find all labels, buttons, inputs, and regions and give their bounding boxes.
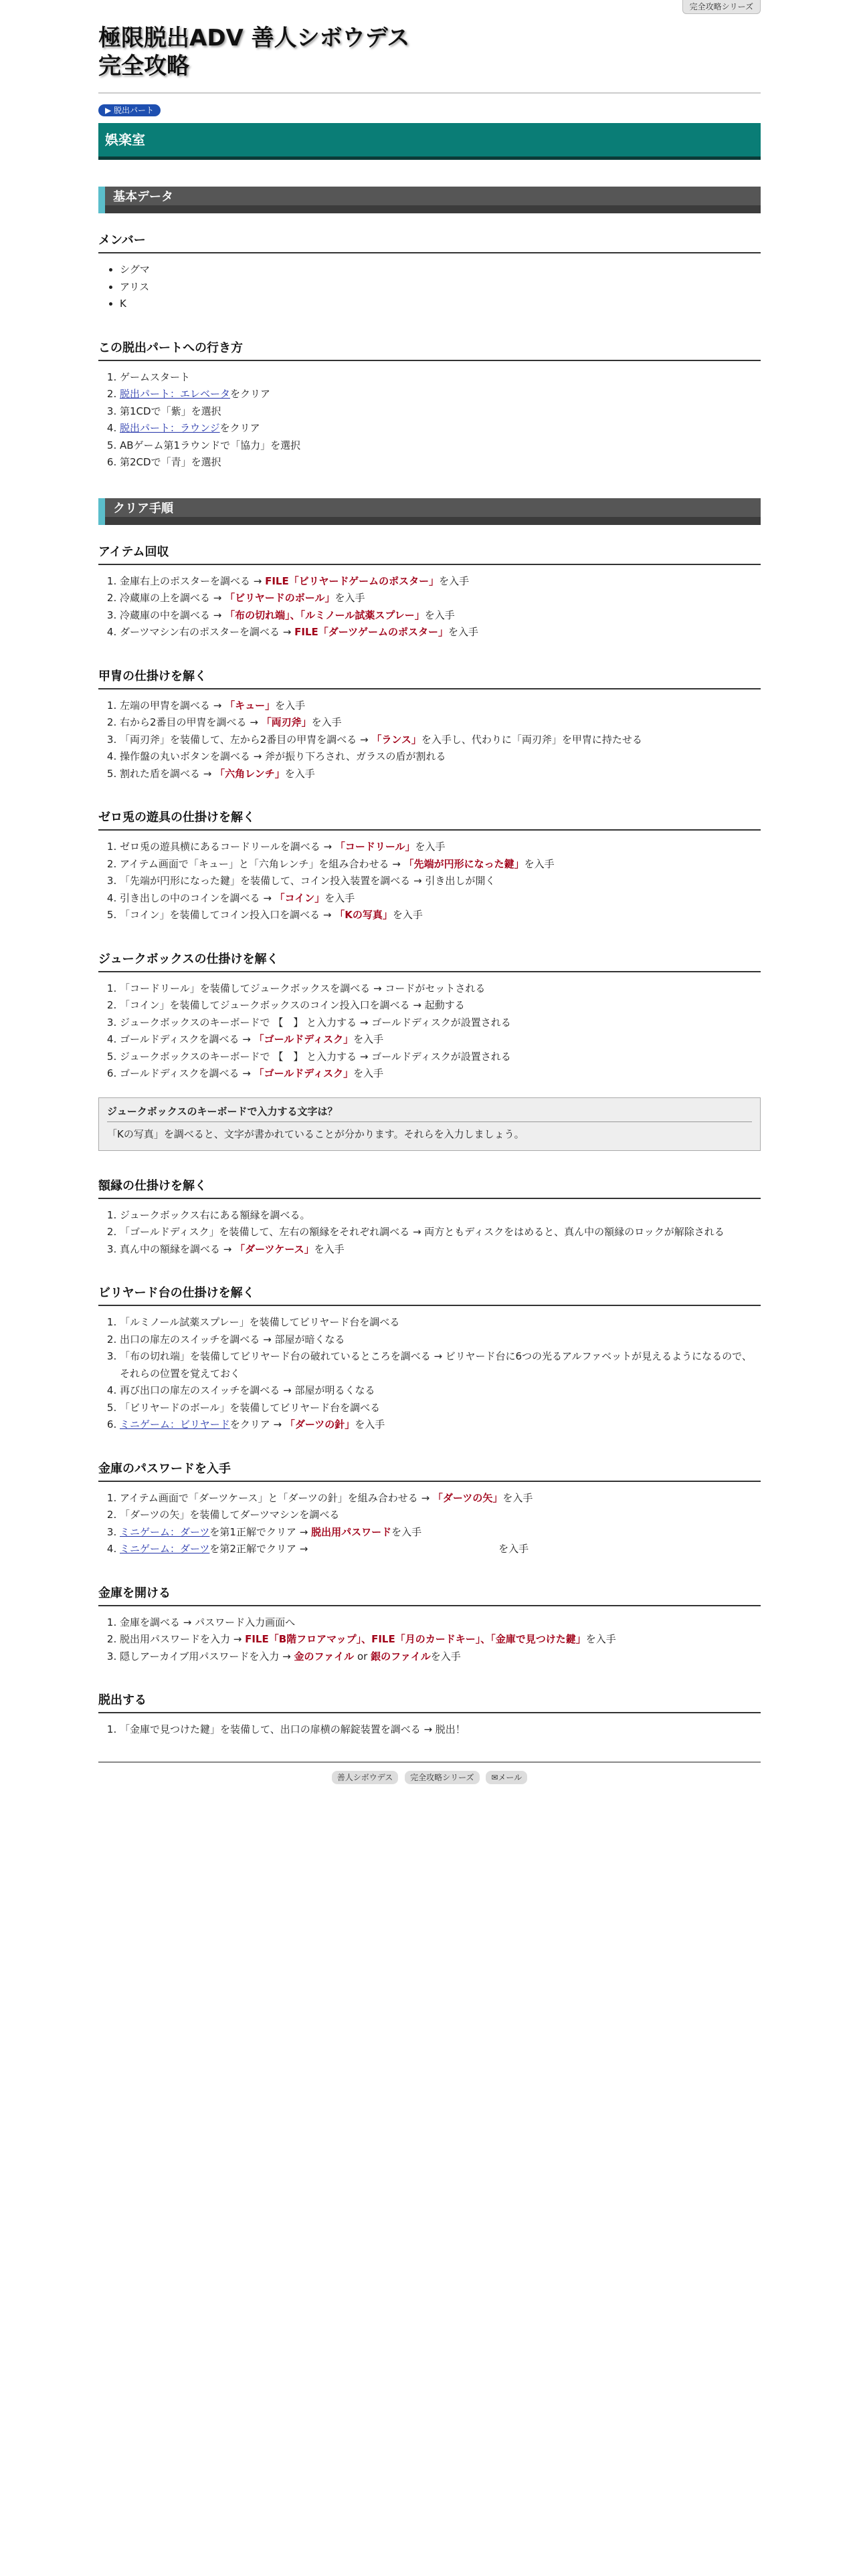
step-item: 1. 金庫右上のポスターを調べる → FILE「ビリヤードゲームのポスター」を入手 [120,573,761,591]
route-item: 4. 脱出パート：ラウンジをクリア [120,420,761,437]
title-divider [98,92,761,94]
footer-nav [98,1771,761,1784]
members-heading: メンバー [98,232,761,253]
page-container [98,0,761,1784]
step-item: 4. ゴールドディスクを調べる → 「ゴールドディスク」を入手 [120,1031,761,1049]
step-item: 3. 「先端が円形になった鍵」を装備して、コイン投入装置を調べる → 引き出しが開く [120,873,761,890]
section-clear-steps [98,498,761,525]
safe-open-heading: 金庫を開ける [98,1585,761,1606]
step-item: 1. 「コードリール」を装備してジュークボックスを調べる → コードがセットされる [120,980,761,998]
section-label: クリア手順 [113,501,173,516]
member-item: • K [120,296,761,313]
rabbit-list [98,839,761,924]
safe-password-heading: 金庫のパスワードを入手 [98,1461,761,1482]
frame-heading: 額縁の仕掛けを解く [98,1178,761,1199]
step-item: 4. 再び出口の扉左のスイッチを調べる → 部屋が明るくなる [120,1382,761,1400]
step-item: 4. ダーツマシン右のポスターを調べる → FILE「ダーツゲームのポスター」を入手 [120,624,761,641]
step-item: 2. 「ダーツの矢」を装備してダーツマシンを調べる [120,1507,761,1524]
step-item: 2. 「ゴールドディスク」を装備して、左右の額縁をそれぞれ調べる → 両方ともディスクをはめると、真ん中の額縁のロックが解除される [120,1224,761,1241]
route-item: 2. 脱出パート：エレベータをクリア [120,386,761,403]
link-minigame-darts-2[interactable]: ミニゲーム：ダーツ [120,1543,210,1555]
route-heading: この脱出パートへの行き方 [98,340,761,361]
link-minigame-billiard[interactable]: ミニゲーム：ビリヤード [120,1418,230,1430]
step-item: 2. 「コイン」を装備してジュークボックスのコイン投入口を調べる → 起動する [120,997,761,1014]
step-item: 5. 割れた盾を調べる → 「六角レンチ」を入手 [120,766,761,783]
step-item: 6. ゴールドディスクを調べる → 「ゴールドディスク」を入手 [120,1065,761,1083]
step-item: 3. 「両刃斧」を装備して、左から2番目の甲冑を調べる → 「ランス」を入手し、代わりに「両刃斧」を甲冑に持たせる [120,732,761,749]
hint-box [98,1097,761,1151]
site-title-line2: 完全攻略 [98,53,189,80]
billiard-list [98,1314,761,1434]
step-item: 2. 右から2番目の甲冑を調べる → 「両刃斧」を入手 [120,714,761,732]
escape-heading: 脱出する [98,1692,761,1713]
armor-heading: 甲冑の仕掛けを解く [98,668,761,689]
member-item: • アリス [120,279,761,296]
step-item: 3. 「布の切れ端」を装備してビリヤード台の破れているところを調べる → ビリヤード台に6つの光るアルファベットが見えるようになるので、それらの位置を覚えておく [120,1348,761,1382]
footer-link-mail[interactable]: ✉メール [486,1771,527,1784]
step-item: 2. アイテム画面で「キュー」と「六角レンチ」を組み合わせる → 「先端が円形になった鍵」を入手 [120,856,761,873]
safe-password-list [98,1490,761,1558]
route-link-elevator[interactable]: 脱出パート：エレベータ [120,388,231,400]
step-item: 1. アイテム画面で「ダーツケース」と「ダーツの針」を組み合わせる → 「ダーツの矢」を入手 [120,1490,761,1507]
step-item: 1. 左端の甲冑を調べる → 「キュー」を入手 [120,697,761,715]
step-item: 6. ミニゲーム：ビリヤードをクリア → 「ダーツの針」を入手 [120,1416,761,1434]
step-item: 3. 冷蔵庫の中を調べる → 「布の切れ端」、「ルミノール試薬スプレー」を入手 [120,607,761,625]
step-item: 2. 冷蔵庫の上を調べる → 「ビリヤードのボール」を入手 [120,590,761,607]
step-item: 1. 「ルミノール試薬スプレー」を装備してビリヤード台を調べる [120,1314,761,1331]
step-item: 1. ジュークボックス右にある額縁を調べる。 [120,1207,761,1224]
route-item: 6. 第2CDで「青」を選択 [120,454,761,471]
footer-divider [98,1761,761,1763]
step-item: 5. 「ビリヤードのボール」を装備してビリヤード台を調べる [120,1400,761,1417]
armor-list [98,697,761,783]
route-link-lounge[interactable]: 脱出パート：ラウンジ [120,422,220,434]
member-item: • シグマ [120,261,761,279]
route-item: 3. 第1CDで「紫」を選択 [120,403,761,421]
route-item: 5. ABゲーム第1ラウンドで「協力」を選択 [120,437,761,455]
part-badge[interactable]: ▶ 脱出パート [98,104,161,116]
step-item: 4. 引き出しの中のコインを調べる → 「コイン」を入手 [120,890,761,907]
step-item: 5. ジュークボックスのキーボードで 【 】 と入力する → ゴールドディスクが設置される [120,1049,761,1066]
step-item: 1. 「金庫で見つけた鍵」を装備して、出口の扉横の解錠装置を調べる → 脱出！ [120,1721,761,1739]
jukebox-heading: ジュークボックスの仕掛けを解く [98,951,761,972]
members-list [98,261,761,313]
step-item: 1. ゼロ兎の遊具横にあるコードリールを調べる → 「コードリール」を入手 [120,839,761,856]
jukebox-list [98,980,761,1083]
series-tag[interactable]: 完全攻略シリーズ [682,0,761,14]
step-item: 3. ミニゲーム：ダーツを第1正解でクリア → 脱出用パスワードを入手 [120,1524,761,1541]
hint-body: 「Kの写真」を調べると、文字が書かれていることが分かります。それらを入力しましょう。 [107,1128,524,1140]
section-stripe [105,517,761,525]
section-label: 基本データ [113,190,173,204]
step-item: 3. 真ん中の額縁を調べる → 「ダーツケース」を入手 [120,1241,761,1259]
step-item: 4. ミニゲーム：ダーツを第2正解でクリア → を入手 [120,1541,761,1558]
hint-title: ジュークボックスのキーボードで入力する文字は？ [107,1103,752,1123]
step-item: 3. ジュークボックスのキーボードで 【 】 と入力する → ゴールドディスクが設置される [120,1014,761,1032]
items-heading: アイテム回収 [98,544,761,565]
route-list [98,369,761,471]
room-title: 娯楽室 [98,123,761,160]
footer-link-series[interactable]: 完全攻略シリーズ [405,1771,479,1784]
step-item: 5. 「コイン」を装備してコイン投入口を調べる → 「Kの写真」を入手 [120,907,761,924]
footer-link-game[interactable]: 善人シボウデス [332,1771,399,1784]
step-item: 2. 出口の扉左のスイッチを調べる → 部屋が暗くなる [120,1331,761,1349]
link-minigame-darts-1[interactable]: ミニゲーム：ダーツ [120,1525,210,1538]
step-item: 3. 隠しアーカイブ用パスワードを入力 → 金のファイル or 銀のファイルを入手 [120,1648,761,1666]
section-stripe [105,205,761,213]
billiard-heading: ビリヤード台の仕掛けを解く [98,1285,761,1306]
site-title-line1: 極限脱出ADV 善人シボウデス [98,25,410,51]
frame-list [98,1207,761,1259]
escape-list [98,1721,761,1739]
safe-open-list [98,1614,761,1666]
step-item: 2. 脱出用パスワードを入力 → FILE「B階フロアマップ」、FILE「月のカードキー」、「金庫で見つけた鍵」を入手 [120,1631,761,1648]
items-list [98,573,761,641]
step-item: 4. 操作盤の丸いボタンを調べる → 斧が振り下ろされ、ガラスの盾が割れる [120,748,761,766]
route-item: 1. ゲームスタート [120,369,761,387]
rabbit-heading: ゼロ兎の遊具の仕掛けを解く [98,809,761,831]
step-item: 1. 金庫を調べる → パスワード入力画面へ [120,1614,761,1632]
section-basic-data [98,187,761,213]
site-title[interactable] [98,0,761,80]
